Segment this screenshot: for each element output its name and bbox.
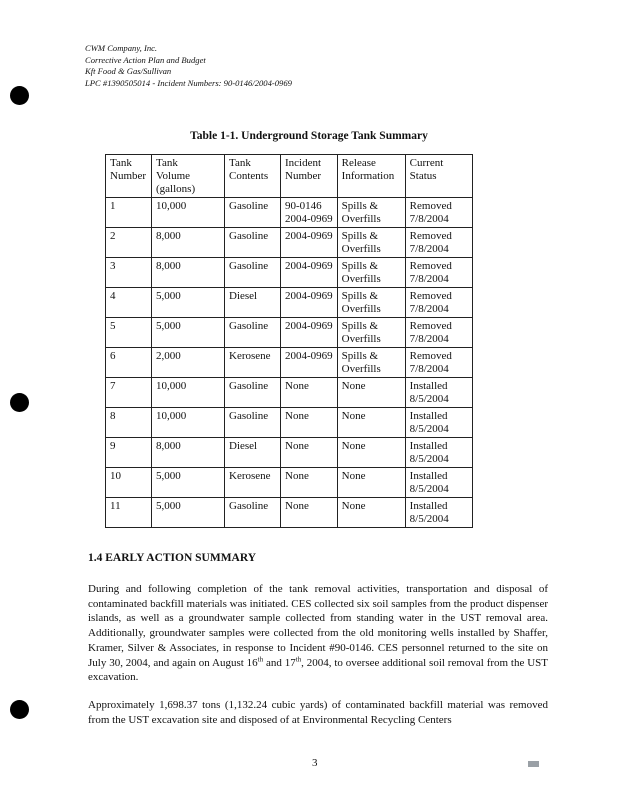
table-cell [152,438,225,468]
cell-line: 7/8/2004 [409,273,449,285]
table-cell [225,318,281,348]
cell-line: 10 [110,470,121,482]
cell-line: None [341,500,366,512]
cell-line: Gasoline [229,380,269,392]
table-cell [405,348,472,378]
binder-hole-top [10,86,29,105]
section-heading: 1.4 EARLY ACTION SUMMARY [88,552,257,564]
cell-line: 8/5/2004 [409,393,449,405]
cell-line: Installed [409,410,448,422]
cell-line: 8 [110,410,116,422]
table-cell [225,288,281,318]
cell-line: 5,000 [156,320,181,332]
table-cell [225,468,281,498]
table-cell [405,468,472,498]
cell-line: None [341,440,366,452]
table-cell [281,258,338,288]
table-cell [337,438,405,468]
table-cell [281,198,338,228]
cell-line: Spills & [341,320,379,332]
table-cell [225,198,281,228]
table-cell [337,408,405,438]
table-cell [152,498,225,528]
table-cell [405,258,472,288]
table-row [106,498,473,528]
table-cell [405,498,472,528]
cell-line: Contents [229,170,269,182]
cell-line: Current [409,157,444,169]
paragraph-1-text-c: , 2004, to oversee additional soil removal from the UST excavation. [88,656,548,684]
table-cell [405,408,472,438]
early-action-paragraph-1 [88,582,548,685]
table-cell [281,408,338,438]
table-cell [152,468,225,498]
cell-line: Spills & [341,200,379,212]
cell-line: Kerosene [229,350,271,362]
cell-line: 8/5/2004 [409,483,449,495]
table-row [106,198,473,228]
table-cell [152,258,225,288]
cell-line: 90-0146 [285,200,322,212]
cell-line: Number [285,170,322,182]
cell-line: Diesel [229,290,258,302]
table-cell [106,378,152,408]
cell-line: Tank [110,157,132,169]
table-cell [106,438,152,468]
ust-summary-table [105,154,473,528]
cell-line: 9 [110,440,116,452]
table-header-cell [281,155,338,198]
table-cell [225,228,281,258]
cell-line: None [341,410,366,422]
paragraph-1-text-a: During and following completion of the tank removal activities, transportation and disposal of contaminated backfill materials was initiated. CES collected six soil samples from the product dispenser islands, as well as a groundwater sample collected from standing water in the UST removal area. Additionally, groundwater samples were collected from the old monitoring wells installed by Shaffer, Kramer, Silver & Associates, in response to Incident #90-0146. CES personnel returned to the site on July 30, 2004, and again on August 16 [88,583,548,669]
scan-mark [528,761,539,767]
cell-line: 2004-0969 [285,290,333,302]
cell-line: Removed [409,200,452,212]
table-row [106,318,473,348]
table-header-cell [106,155,152,198]
table-row [106,408,473,438]
cell-line: 8/5/2004 [409,453,449,465]
cell-line: Gasoline [229,230,269,242]
table-cell [405,228,472,258]
cell-line: 8,000 [156,440,181,452]
cell-line: Spills & [341,230,379,242]
cell-line: Overfills [341,363,381,375]
cell-line: 2 [110,230,116,242]
table-cell [281,318,338,348]
header-site: Kft Food & Gas/Sullivan [85,66,172,76]
table-row [106,378,473,408]
cell-line: None [285,500,309,512]
cell-line: 2004-0969 [285,350,333,362]
table-header-cell [152,155,225,198]
table-caption: Table 1-1. Underground Storage Tank Summary [190,130,428,142]
table-row [106,348,473,378]
table-cell [281,438,338,468]
table-cell [405,318,472,348]
cell-line: Installed [409,500,448,512]
table-cell [106,468,152,498]
cell-line: 6 [110,350,116,362]
table-cell [106,498,152,528]
cell-line: 8/5/2004 [409,513,449,525]
table-cell [281,468,338,498]
cell-line: Removed [409,320,452,332]
cell-line: 10,000 [156,410,187,422]
cell-line: Removed [409,290,452,302]
cell-line: 11 [110,500,121,512]
table-header-cell [405,155,472,198]
paragraph-1-text-b: and 17 [263,656,296,669]
table-cell [337,258,405,288]
cell-line: 2004-0969 [285,320,333,332]
cell-line: Overfills [341,213,381,225]
cell-line: None [285,410,309,422]
table-cell [106,318,152,348]
cell-line: Number [110,170,147,182]
cell-line: 2004-0969 [285,213,333,225]
table-row [106,438,473,468]
cell-line: (gallons) [156,183,196,195]
table-cell [225,408,281,438]
cell-line: Installed [409,440,448,452]
cell-line: None [285,440,309,452]
cell-line: Incident [285,157,322,169]
table-header-cell [337,155,405,198]
cell-line: Spills & [341,290,379,302]
cell-line: Overfills [341,333,381,345]
cell-line: Removed [409,350,452,362]
cell-line: 5,000 [156,500,181,512]
cell-line: 3 [110,260,116,272]
page-number: 3 [312,757,318,769]
table-cell [152,348,225,378]
cell-line: Tank [156,157,178,169]
table-cell [152,228,225,258]
table-cell [152,408,225,438]
table-cell [405,288,472,318]
document-header [85,43,292,89]
table-cell [337,198,405,228]
table-cell [106,258,152,288]
cell-line: Kerosene [229,470,271,482]
cell-line: Overfills [341,303,381,315]
cell-line: Installed [409,470,448,482]
ordinal-suffix: th [257,654,264,663]
table-cell [225,438,281,468]
table-cell [152,288,225,318]
cell-line: Gasoline [229,500,269,512]
table-cell [106,228,152,258]
table-cell [281,228,338,258]
table-cell [281,288,338,318]
cell-line: Gasoline [229,320,269,332]
cell-line: None [341,380,366,392]
table-cell [152,378,225,408]
table-cell [405,438,472,468]
cell-line: 7/8/2004 [409,363,449,375]
cell-line: Removed [409,260,452,272]
cell-line: 2004-0969 [285,260,333,272]
table-cell [225,498,281,528]
table-row [106,288,473,318]
cell-line: 7/8/2004 [409,243,449,255]
table-cell [152,198,225,228]
table-cell [337,468,405,498]
cell-line: 5,000 [156,290,181,302]
cell-line: 5,000 [156,470,181,482]
cell-line: None [285,380,309,392]
header-plan: Corrective Action Plan and Budget [85,54,206,65]
cell-line: Diesel [229,440,258,452]
cell-line: 7 [110,380,116,392]
table-row [106,258,473,288]
cell-line: Tank [229,157,251,169]
table-cell [281,348,338,378]
cell-line: Information [341,170,395,182]
cell-line: 1 [110,200,116,212]
cell-line: 2004-0969 [285,230,333,242]
table-cell [405,378,472,408]
binder-hole-middle [10,393,29,412]
table-cell [106,198,152,228]
cell-line: Removed [409,230,452,242]
ordinal-suffix: th [295,654,302,663]
table-cell [225,348,281,378]
early-action-paragraph-2: Approximately 1,698.37 tons (1,132.24 cubic yards) of contaminated backfill material was removed from the UST excavation site and disposed of at Environmental Recycling Centers [88,699,548,726]
cell-line: 8,000 [156,260,181,272]
table-cell [281,498,338,528]
cell-line: Overfills [341,243,381,255]
cell-line: Spills & [341,350,379,362]
cell-line: 2,000 [156,350,181,362]
cell-line: 7/8/2004 [409,303,449,315]
table-cell [337,288,405,318]
cell-line: 4 [110,290,116,302]
binder-hole-bottom [10,700,29,719]
cell-line: Volume [156,170,191,182]
table-cell [337,498,405,528]
cell-line: 5 [110,320,116,332]
table-cell [281,378,338,408]
table-cell [106,348,152,378]
cell-line: 7/8/2004 [409,333,449,345]
table-cell [225,258,281,288]
cell-line: 10,000 [156,380,187,392]
table-row [106,228,473,258]
cell-line: None [285,470,309,482]
cell-line: 8/5/2004 [409,423,449,435]
table-cell [337,228,405,258]
table-cell [152,318,225,348]
table-cell [106,288,152,318]
cell-line: Gasoline [229,200,269,212]
table-cell [337,378,405,408]
cell-line: Release [341,157,376,169]
cell-line: 10,000 [156,200,187,212]
header-incident: LPC #1390505014 - Incident Numbers: 90-0146/2004-0969 [85,77,292,88]
cell-line: Installed [409,380,448,392]
cell-line: Gasoline [229,410,269,422]
cell-line: Gasoline [229,260,269,272]
cell-line: Status [409,170,437,182]
header-company: CWM Company, Inc. [85,43,158,53]
table-cell [337,318,405,348]
cell-line: Overfills [341,273,381,285]
table-cell [337,348,405,378]
table-cell [225,378,281,408]
table-row [106,468,473,498]
cell-line: 8,000 [156,230,181,242]
table-header-row [106,155,473,198]
table-cell [106,408,152,438]
table-cell [405,198,472,228]
cell-line: None [341,470,366,482]
cell-line: 7/8/2004 [409,213,449,225]
table-header-cell [225,155,281,198]
cell-line: Spills & [341,260,379,272]
